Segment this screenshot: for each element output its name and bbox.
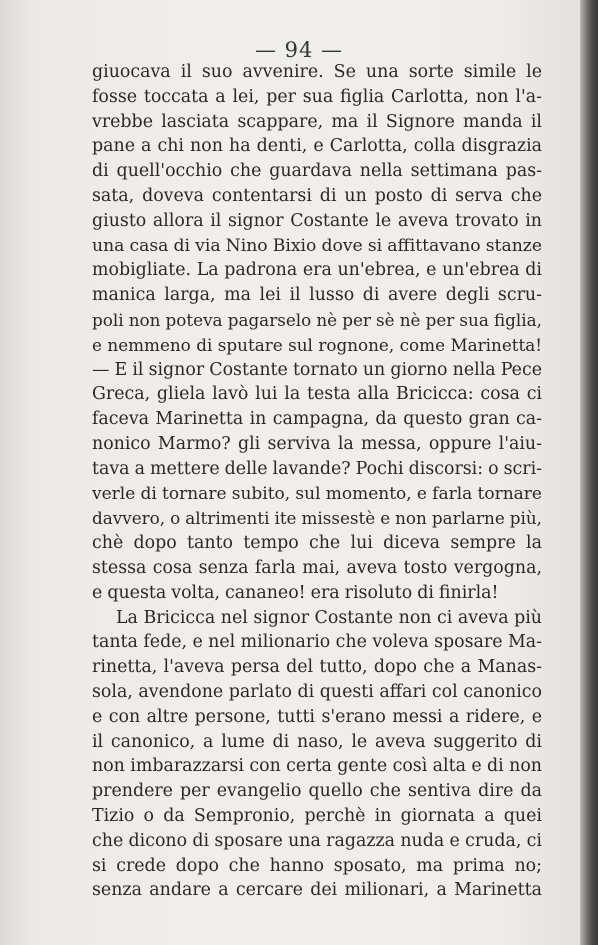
text-line: pane a chi non ha denti, e Carlotta, colla disgrazia bbox=[92, 136, 542, 157]
text-line: La Bricicca nel signor Costante non ci aveva più bbox=[116, 607, 542, 628]
book-binding-edge bbox=[580, 0, 598, 945]
text-line: tanta fede, e nel milionario che voleva sposare Ma- bbox=[92, 632, 542, 653]
page-number: — 94 — bbox=[254, 38, 344, 62]
text-line: verle di tornare subito, sul momento, e farla tornare bbox=[92, 483, 542, 504]
text-line: — E il signor Costante tornato un giorno nella Pece bbox=[92, 359, 542, 380]
text-line: senza andare a cercare dei milionari, a Marinetta bbox=[92, 880, 542, 901]
text-line: stessa cosa senza farla mai, aveva tosto vergogna, bbox=[92, 557, 542, 578]
text-line: che dicono di sposare una ragazza nuda e cruda, ci bbox=[92, 830, 542, 851]
text-line: non imbarazzarsi con certa gente così alta e di non bbox=[92, 756, 542, 777]
text-line: manica larga, ma lei il lusso di avere degli scru- bbox=[92, 285, 542, 306]
text-line: rinetta, l'aveva persa del tutto, dopo che a Manas- bbox=[92, 657, 542, 678]
text-line: fosse toccata a lei, per sua figlia Carlotta, non l'a- bbox=[92, 86, 542, 107]
text-line: nonico Marmo? gli serviva la messa, oppure l'aiu- bbox=[92, 433, 542, 454]
text-line: giuocava il suo avvenire. Se una sorte simile le bbox=[92, 62, 542, 82]
text-line: chè dopo tanto tempo che lui diceva sempre la bbox=[92, 533, 542, 554]
text-line: tava a mettere delle lavande? Pochi discorsi: o scri- bbox=[92, 458, 543, 479]
text-line: vrebbe lasciata scappare, ma il Signore manda il bbox=[92, 111, 542, 132]
text-line: poli non poteva pagarselo nè per sè nè per sua figlia, bbox=[92, 309, 542, 330]
text-line: Tizio o da Sempronio, perchè in giornata a quei bbox=[92, 805, 542, 826]
text-line: di quell'occhio che guardava nella settimana pas- bbox=[92, 161, 542, 182]
text-line: e nemmeno di sputare sul rognone, come Marinetta! bbox=[92, 334, 542, 355]
text-line: prendere per evangelio quello che sentiva dire da bbox=[92, 781, 542, 802]
text-line: giusto allora il signor Costante le aveva trovato in bbox=[92, 210, 542, 231]
text-line: e questa volta, cananeo! era risoluto di finirla! bbox=[92, 582, 499, 603]
text-line: davvero, o altrimenti ite missestè e non parlarne più, bbox=[92, 508, 542, 529]
text-line: Greca, gliela lavò lui la testa alla Bricicca: cosa ci bbox=[92, 384, 542, 405]
text-line: sata, doveva contentarsi di un posto di serva che bbox=[92, 185, 542, 206]
text-line: si crede dopo che hanno sposato, ma prima no; bbox=[92, 855, 542, 876]
text-line: il canonico, a lume di naso, le aveva suggerito di bbox=[92, 731, 542, 752]
text-line: una casa di via Nino Bixio dove si affittavano stanze bbox=[92, 235, 542, 256]
text-line: mobigliate. La padrona era un'ebrea, e un'ebrea di bbox=[92, 260, 542, 281]
text-line: e con altre persone, tutti s'erano messi a ridere, e bbox=[92, 706, 542, 727]
text-line: faceva Marinetta in campagna, da questo gran ca- bbox=[92, 409, 542, 430]
body-text bbox=[92, 60, 542, 903]
text-line: sola, avendone parlato di questi affari col canonico bbox=[92, 681, 542, 702]
